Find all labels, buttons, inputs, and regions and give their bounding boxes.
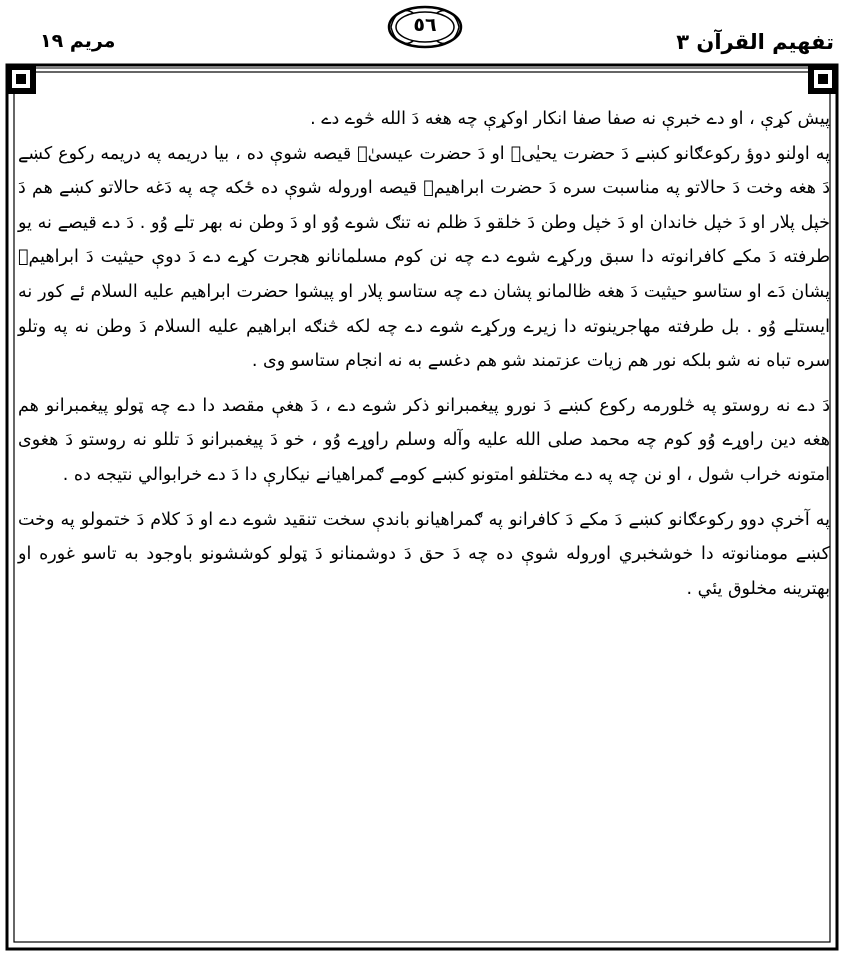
page-header [0, 0, 848, 62]
paragraph-4: په آخرې دوو رکوعګانو کښے دَ مکے دَ کافرانو په ګمراهیانو باندې سخت تنقید شوے دے او دَ کلام دَ ختمولو په وخت کښے مومنانوته دا خوشخبري اوروله شوې ده چه دَ حق دَ دوشمنانو دَ ټولو کوششونو باوجود به تاسو غوره او بهترینه مخلوق یئي . [18, 509, 830, 599]
page-number-badge [385, 4, 465, 50]
paragraph-2: په اولنو دوؤ رکوعګانو کښے دَ حضرت یحیٰیؑ او دَ حضرت عیسیٰؑ قیصه شوې ده ، بیا دریمه په دریمه رکوع کښے دَ هغه وخت دَ حالاتو په مناسبت سره دَ حضرت ابراهیمؑ قیصه اوروله شوې ده ځکه چه په دَغه حالاتو کښے هم دَ خپل پلار او دَ خپل خاندان او دَ خپل وطن دَ خلقو دَ ظلم نه تنګ شوے وُو او دَ وطن نه بهر تلے وُو . دَ دے قیصے نه یو طرفته دَ مکے کافرانوته دا سبق ورکړے شوے دے چه نن کوم مسلمانانو هجرت کړے دے دَ دوې حیثیت دَ ابراهیمؑ پشان دَے او ستاسو حیثیت دَ هغه ظالمانو پشان دے چه ستاسو پلار او پیشوا حضرت ابراهیم علیه السلام ئے کور نه ایستلے وُو . بل طرفته مهاجرینوته دا زیرے ورکړے شوے دے چه لکه څنګه ابراهیم علیه السلام دَ وطن نه په وتلو سره تباه نه شو بلکه نور هم زیات عزتمند شو هم دغسے به نه انجام ستاسو وی . [18, 143, 830, 372]
page-number: ٥٦ [413, 14, 437, 36]
paragraph-1: پیش کړې ، او دے خبرې نه صفا صفا انکار اوکړې چه هغه دَ الله څوے دے . [310, 109, 830, 129]
book-title: تفهيم القرآن ٣ [676, 30, 834, 54]
surah-reference: مریم ١٩ [40, 30, 116, 52]
paragraph-3: دَ دے نه روستو په څلورمه رکوع کښے دَ نورو پیغمبرانو ذکر شوے دے ، دَ هغې مقصد دا دے چه ټولو پیغمبرانو هم هغه دین راوړے وُو کوم چه محمد صلی الله علیه وآله وسلم راوړے وُو ، خو دَ پیغمبرانو دَ تللو نه روستو دَ هغوی امتونه خراب شول ، او نن چه په دے مختلفو امتونو کښے کومے ګمراهیانے نیکارې دا دَ دے خرابوالي نتیجه ده . [18, 395, 830, 485]
page-body [18, 102, 830, 862]
